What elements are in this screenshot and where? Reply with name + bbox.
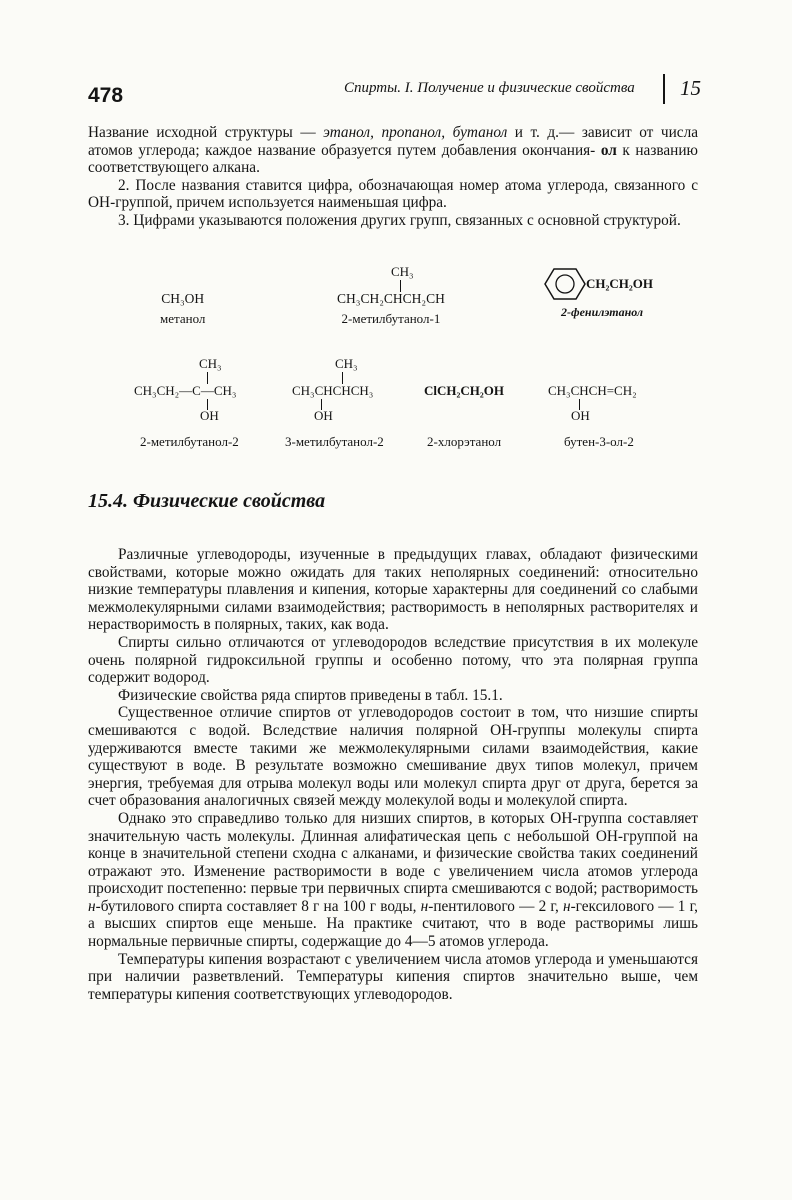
text-span: -гексилового — 1 г, а высших спиртов еще меньше. На практике считают, что в воде растворимы лишь нормальные первичные спирты, содержащие до 4—5 атомов углерода. bbox=[88, 897, 698, 951]
paragraph bbox=[88, 810, 698, 951]
paragraph: Температуры кипения возрастают с увеличением числа атомов углерода и уменьшаются при наличии разветвлений. Температуры кипения спиртов значительно выше, чем температуры кипения соответствующих углеводородов. bbox=[88, 950, 698, 1003]
hydroxyl-label: OH bbox=[314, 408, 333, 423]
compound-name-phenylethanol: 2-фенилэтанол bbox=[561, 305, 644, 319]
compound-name: метанол bbox=[160, 311, 206, 326]
paragraph-naming bbox=[88, 124, 698, 177]
substituent-label: CH₃ bbox=[335, 356, 358, 371]
formula-2-methylbutanol-2: CH₃CH₂—C—CH₃ bbox=[134, 383, 237, 398]
structure-2-methylbutanol-1 bbox=[337, 291, 445, 327]
text-span: Название исходной структуры — bbox=[88, 124, 324, 141]
formula-buten-3-ol-2: CH₃CHCH=CH₂ bbox=[548, 383, 637, 398]
hydroxyl-label: OH bbox=[571, 408, 590, 423]
compound-name: 2-метилбутанол-1 bbox=[341, 311, 441, 326]
formula-2-chloroethanol: ClCH₂CH₂OH bbox=[424, 383, 505, 398]
top-text bbox=[88, 124, 698, 230]
page-number: 478 bbox=[88, 84, 124, 107]
paragraph: Физические свойства ряда спиртов приведены в табл. 15.1. bbox=[118, 686, 503, 704]
formula-3-methylbutanol-2: CH₃CHCHCH₃ bbox=[292, 383, 374, 398]
italic-span: н bbox=[562, 897, 571, 915]
text-span: к названию соответствующего алкана. bbox=[88, 141, 698, 177]
formula: CH₃OH bbox=[161, 291, 205, 306]
body-text bbox=[88, 546, 698, 1003]
running-title: Спирты. I. Получение и физические свойства bbox=[344, 80, 635, 96]
benzene-ring-icon bbox=[543, 266, 587, 302]
section-heading: 15.4. Физические свойства bbox=[88, 490, 326, 512]
paragraph: Существенное отличие спиртов от углеводородов состоит в том, что низшие спирты смешиваются с водой. Вследствие наличия полярной ОН-группы молекулы спирта удерживаются вместе такими же межмолекулярными силами взаимодействия, какие существуют в воде. В результате возможно смешивание двух типов молекул, причем энергия, требуемая для отрыва молекул воды или молекул спирта друг от друга, берется за счет образования аналогичных связей между молекулой воды и молекулой спирта. bbox=[88, 704, 698, 810]
substituent-label: CH₃ bbox=[391, 264, 414, 279]
compound-name-2-methylbutanol-2: 2-метилбутанол-2 bbox=[140, 434, 239, 449]
text-span: -бутилового спирта составляет 8 г на 100 г воды, bbox=[95, 897, 421, 915]
paragraph: Различные углеводороды, изученные в предыдущих главах, обладают физическими свойствами, которые можно ожидать для таких неполярных соединений: относительно низкие температуры плавления и кипения, которые характерны для соединений со слабыми межмолекулярными силами взаимодействия; растворимость в неполярных растворителях и нерастворимость в полярных, таких, как вода. bbox=[88, 546, 698, 634]
text-span: -пентилового — 2 г, bbox=[428, 897, 563, 915]
compound-name-3-methylbutanol-2: 3-метилбутанол-2 bbox=[285, 434, 384, 449]
compound-name-2-chloroethanol: 2-хлорэтанол bbox=[427, 434, 502, 449]
paragraph-rule-2: 2. После названия ставится цифра, обозначающая номер атома углерода, связанного с ОН-группой, причем используется наименьшая цифра. bbox=[88, 176, 698, 212]
italic-span: н bbox=[420, 897, 429, 915]
formula: CH₃CH₂CHCH₂CH bbox=[337, 291, 445, 306]
chapter-number: 15 bbox=[680, 76, 701, 100]
paragraph-rule-3: 3. Цифрами указываются положения других групп, связанных с основной структурой. bbox=[118, 211, 681, 229]
header-divider bbox=[663, 74, 665, 104]
italic-span: н bbox=[88, 897, 96, 915]
text-span: и т. д.— зависит от числа атомов углерода; каждое название образуется путем добавления окончания- bbox=[88, 124, 698, 159]
substituent-label: CH₃ bbox=[199, 356, 222, 371]
paragraph: Спирты сильно отличаются от углеводородов вследствие присутствия в их молекуле очень полярной гидроксильной группы и особенно потому, что эта полярная группа содержит водород. bbox=[88, 633, 698, 687]
bold-span: ол bbox=[600, 141, 617, 159]
compound-name-buten-3-ol-2: бутен-3-ол-2 bbox=[564, 434, 634, 449]
text-span: Однако это справедливо только для низших спиртов, в которых ОН-группа составляет значительную часть молекулы. Длинная алифатическая цепь с небольшой ОН-группой на конце в значительной степени сходна с алканами, и физические свойства таких соединений отражают это. Изменение растворимости в воде с увеличением числа атомов углерода происходит постепенно: первые три первичных спирта смешиваются с водой; растворимость bbox=[88, 809, 698, 898]
hydroxyl-label: OH bbox=[200, 408, 219, 423]
formula-phenylethanol: CH₂CH₂OH bbox=[586, 276, 654, 291]
structure-methanol bbox=[160, 291, 205, 327]
italic-span: этанол, пропанол, бутанол bbox=[323, 124, 508, 141]
